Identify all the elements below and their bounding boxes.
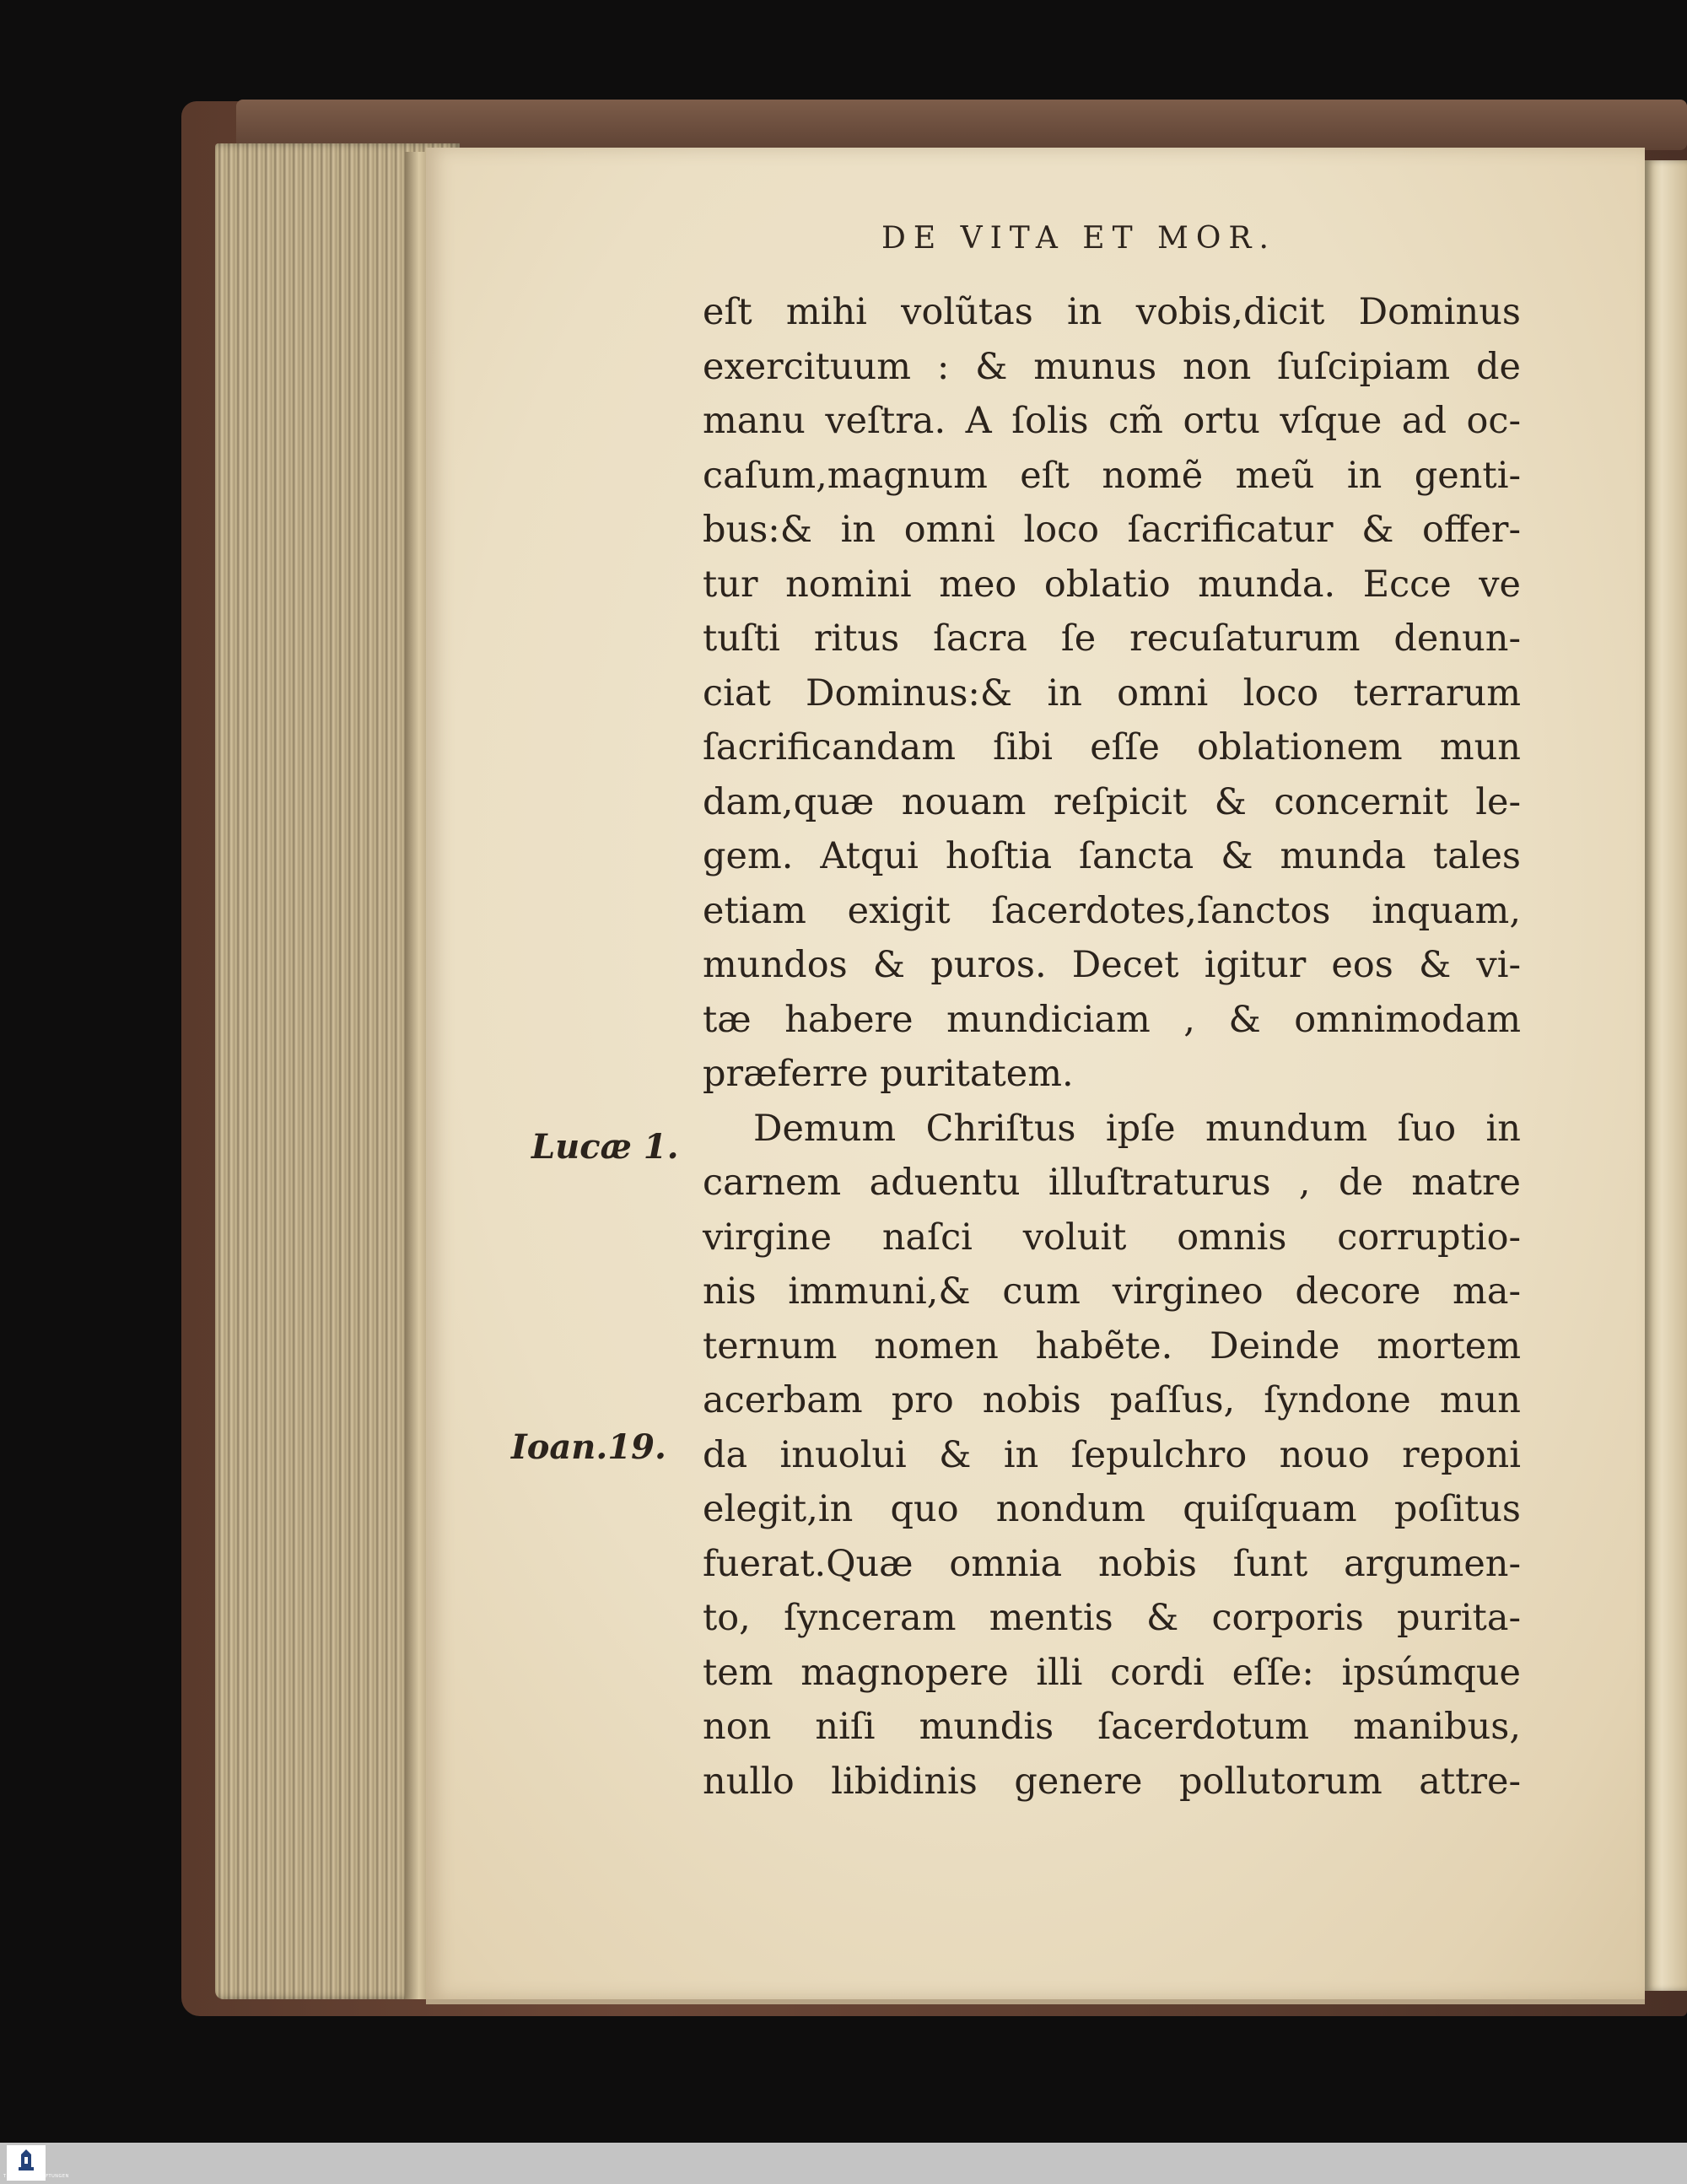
- marginal-note-john: Ioan.19.: [511, 1427, 666, 1467]
- text-line: acerbam pro nobis paſſus, ſyndone mun: [703, 1379, 1521, 1421]
- text-line: nullo libidinis genere pollutorum attre-: [703, 1760, 1521, 1803]
- running-head: DE VITA ET MOR.: [881, 221, 1276, 256]
- text-line: ciat Dominus:& in omni loco terrarum: [703, 671, 1521, 715]
- text-line: non niſi mundis ſacerdotum manibus,: [703, 1706, 1521, 1748]
- book-cover-top-edge: [236, 100, 1687, 150]
- text-line: exercituum : & munus non ſuſcipiam de: [703, 345, 1521, 388]
- text-line: tuſti ritus ſacra ſe recuſaturum denun-: [703, 617, 1521, 660]
- text-line: dam,quæ nouam reſpicit & concernit le-: [703, 780, 1521, 823]
- text-line: etiam exigit ſacerdotes,ſanctos inquam,: [703, 889, 1521, 932]
- text-line: eſt mihi volũtas in vobis,dicit Dominus: [703, 291, 1521, 333]
- text-line: præferre puritatem.: [703, 1053, 1074, 1095]
- text-line: da inuolui & in ſepulchro nouo reponi: [703, 1433, 1521, 1476]
- text-line: to, ſynceram mentis & corporis purita-: [703, 1597, 1521, 1639]
- text-line: virgine naſci voluit omnis corruptio-: [703, 1216, 1521, 1259]
- page-block-lip: [405, 152, 428, 1999]
- text-line: ſacrificandam ſibi eſſe oblationem mun: [703, 726, 1521, 768]
- text-line: manu veſtra. A ſolis cm̃ ortu vſque ad oc-: [703, 400, 1521, 442]
- text-line: bus:& in omni loco ſacrificatur & offer-: [703, 509, 1521, 551]
- text-line: tem magnopere illi cordi eſſe: ipsúmque: [703, 1651, 1521, 1694]
- text-line: elegit,in quo nondum quiſquam poſitus: [703, 1488, 1521, 1530]
- viewer-bottom-bar: [0, 2143, 1687, 2184]
- text-line: ternum nomen habẽte. Deinde mortem: [703, 1324, 1521, 1367]
- text-line: nis immuni,& cum virgineo decore ma-: [703, 1270, 1521, 1313]
- body-text: [703, 285, 1521, 1809]
- library-logo-label: TRUNKSSCHE STIFTUNGEN: [3, 2174, 69, 2179]
- text-line: Demum Chriſtus ipſe mundum ſuo in: [753, 1107, 1521, 1150]
- facing-page-edge: [1645, 160, 1687, 1991]
- marginal-note-luke: Lucæ 1.: [531, 1127, 679, 1167]
- text-line: fuerat.Quæ omnia nobis ſunt argumen-: [703, 1542, 1521, 1585]
- text-line: mundos & puros. Decet igitur eos & vi-: [703, 944, 1521, 986]
- text-line: gem. Atqui hoſtia ſancta & munda tales: [703, 835, 1521, 877]
- text-line: tæ habere mundiciam , & omnimodam: [703, 998, 1521, 1041]
- text-line: carnem aduentu illuſtraturus , de matre: [703, 1162, 1521, 1204]
- text-line: tur nomini meo oblatio munda. Ecce ve: [703, 563, 1521, 606]
- text-line: caſum,magnum eſt nomẽ meũ in genti-: [703, 454, 1521, 497]
